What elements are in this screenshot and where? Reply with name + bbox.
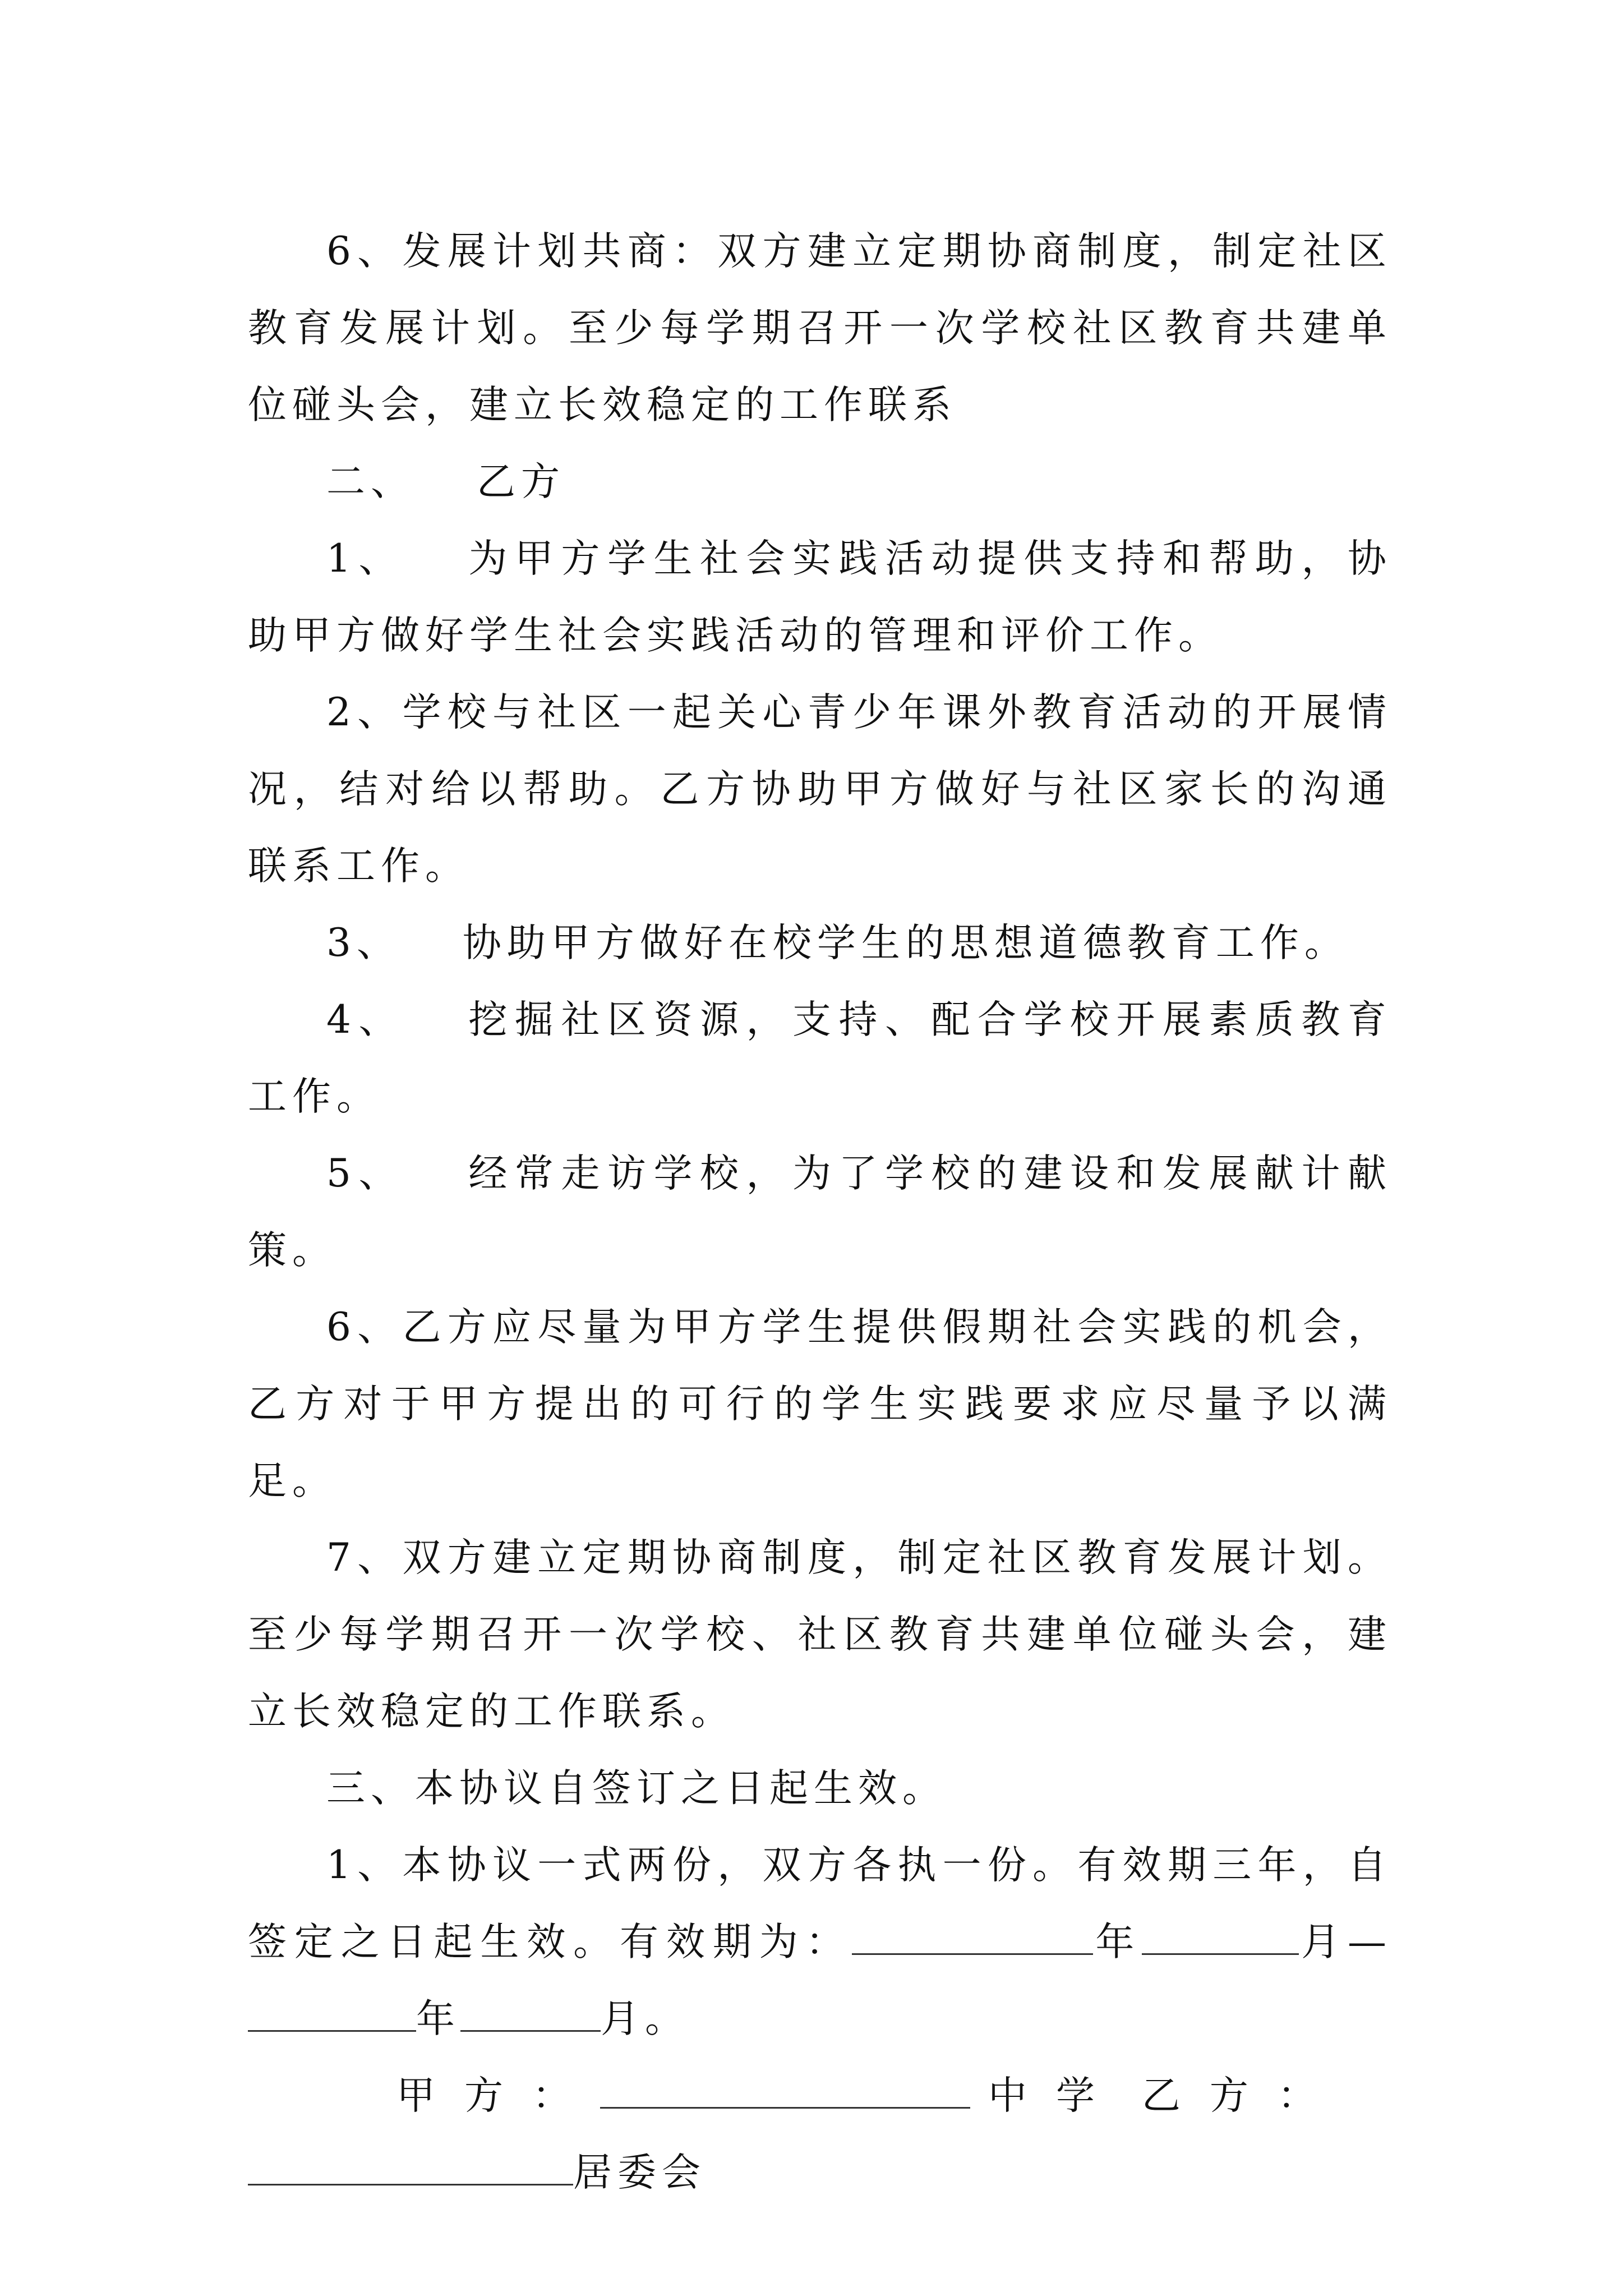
- item-text: 发展计划共商：双方建立定期协商制度，制定社区教育发展计划。至少每学期召开一次学校社区教育共建单位碰头会，建立长效稳定的工作联系: [248, 229, 1393, 427]
- item-number: 3、: [326, 921, 401, 965]
- item-number: 4、: [326, 997, 405, 1042]
- item-text: 为甲方学生社会实践活动提供支持和帮助，协助甲方做好学生社会实践活动的管理和评价工作。: [248, 536, 1393, 658]
- document-page: [248, 213, 1392, 2211]
- year-label: 年: [1093, 1920, 1142, 1964]
- start-month-blank: [1142, 1920, 1299, 1955]
- item-number: 三、: [326, 1766, 415, 1811]
- range-dash: —: [1348, 1920, 1393, 1964]
- item-number: 7、: [326, 1535, 403, 1580]
- item-number: 1、: [326, 536, 405, 581]
- item-text: 双方建立定期协商制度，制定社区教育发展计划。至少每学期召开一次学校、社区教育共建单位碰头会，建立长效稳定的工作联系。: [248, 1535, 1393, 1734]
- paragraph-6-plan: [248, 213, 1392, 444]
- item-text: 经常走访学校，为了学校的建设和发展献计献策。: [248, 1151, 1393, 1273]
- item-text: 本协议自签订之日起生效。: [415, 1766, 947, 1811]
- start-year-blank: [852, 1920, 1093, 1955]
- item-number: 6、: [326, 1305, 403, 1350]
- month-label: 月: [1299, 1920, 1348, 1964]
- party-b-suffix: 居委会: [573, 2150, 706, 2195]
- paragraph-b5: [248, 1135, 1392, 1289]
- item-number: 6、: [326, 229, 403, 274]
- signature-line-b: [248, 2134, 1392, 2211]
- item-number: 二、: [326, 459, 415, 504]
- item-text: 协助甲方做好在校学生的思想道德教育工作。: [462, 921, 1349, 965]
- party-a-suffix: 中学: [988, 2073, 1124, 2118]
- party-b-label: 乙方：: [1141, 2073, 1345, 2118]
- party-b-name-blank: [248, 2150, 573, 2185]
- paragraph-validity: [248, 1827, 1392, 2058]
- item-text: 乙方应尽量为甲方学生提供假期社会实践的机会，乙方对于甲方提出的可行的学生实践要求应尽量予以满足。: [248, 1305, 1393, 1503]
- paragraph-b1: [248, 521, 1392, 674]
- paragraph-b7: [248, 1520, 1392, 1750]
- signature-line-a: [248, 2058, 1392, 2134]
- party-a-label: 甲方：: [396, 2073, 600, 2118]
- paragraph-b2: [248, 674, 1392, 905]
- paragraph-b3: [248, 905, 1392, 982]
- item-text: 乙方: [477, 459, 565, 504]
- item-number: 2、: [326, 690, 403, 735]
- end-year-blank: [248, 1996, 416, 2032]
- item-number: 5、: [326, 1151, 405, 1196]
- item-text: 学校与社区一起关心青少年课外教育活动的开展情况，结对给以帮助。乙方协助甲方做好与社区家长的沟通联系工作。: [248, 690, 1393, 889]
- paragraph-b6: [248, 1289, 1392, 1520]
- item-text: 挖掘社区资源，支持、配合学校开展素质教育工作。: [248, 997, 1393, 1119]
- party-a-name-blank: [600, 2073, 970, 2109]
- section-heading-party-b: [248, 444, 1392, 521]
- section-heading-effective: [248, 1750, 1392, 1827]
- year-label: 年: [416, 1996, 460, 2041]
- paragraph-b4: [248, 982, 1392, 1135]
- month-label: 月。: [601, 1996, 689, 2041]
- end-month-blank: [460, 1996, 601, 2032]
- validity-text: 1、本协议一式两份，双方各执一份。有效期三年，自签定之日起生效。有效期为：: [248, 1843, 1392, 1964]
